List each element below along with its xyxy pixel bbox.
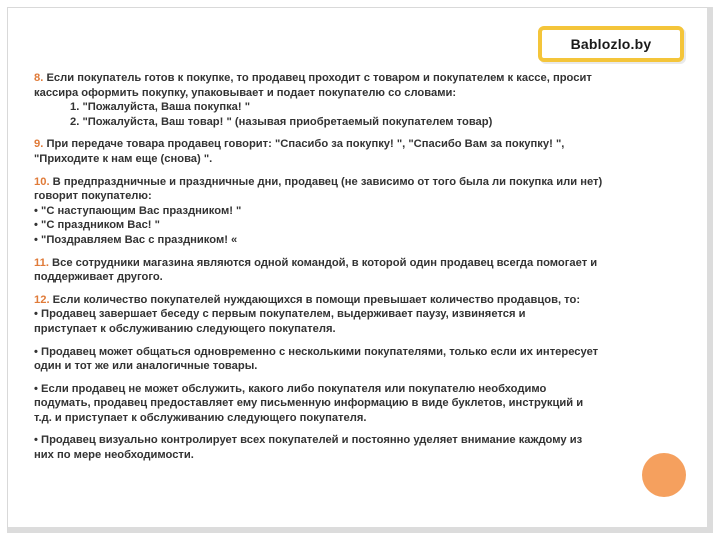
rule-12: [34, 293, 654, 337]
bullet-2-line-2: подумать, продавец предоставляет ему письменную информацию в виде буклетов, инструкций и: [34, 397, 584, 410]
rule-10-line-2: говорит покупателю:: [34, 190, 152, 203]
rule-10-greeting-3: • "Поздравляем Вас с праздником! «: [34, 233, 238, 246]
rule-11-number: 11.: [34, 256, 49, 269]
bullet-3-line-1: • Продавец визуально контролирует всех покупателей и постоянно уделяет внимание каждому из: [34, 434, 583, 447]
rule-8-line-1: 8. Если покупатель готов к покупке, то продавец проходит с товаром и покупателем к кассе, просит: [34, 72, 592, 84]
rule-10-greeting-1: • "С наступающим Вас праздником! ": [34, 204, 242, 217]
rule-9-line-2: "Приходите к нам еще (снова) ".: [34, 152, 213, 165]
bullet-block-1: [34, 345, 654, 374]
rule-12-line-1: 12. Если количество покупателей нуждающихся в помощи превышает количество продавцов, то:: [34, 293, 581, 306]
rule-12-number: 12.: [34, 293, 50, 306]
bullet-3-line-2: них по мере необходимости.: [34, 449, 194, 462]
bullet-block-2: [34, 382, 654, 426]
rule-9-number: 9.: [34, 138, 44, 151]
rule-8: [34, 71, 654, 129]
bullet-1-line-1: • Продавец может общаться одновременно с несколькими покупателями, только если их интересует: [34, 345, 599, 358]
rule-8-line-2: кассира оформить покупку, упаковывает и подает покупателю со словами:: [34, 86, 457, 99]
rule-11-line-2: поддерживает другого.: [34, 271, 163, 284]
rule-10-number: 10.: [34, 175, 50, 188]
rule-11-line-1: 11. Все сотрудники магазина являются одной командой, в которой один продавец всегда помогает и: [34, 256, 598, 269]
rule-10-line-1: 10. В предпраздничные и праздничные дни, продавец (не зависимо от того была ли покупка или нет): [34, 175, 603, 188]
bullet-2-line-1: • Если продавец не может обслужить, какого либо покупателя или покупателю необходимо: [34, 382, 547, 395]
rule-10: [34, 175, 654, 248]
site-badge-text: Bablozlo.by: [570, 36, 652, 52]
rule-9: [34, 137, 654, 166]
site-badge: [538, 26, 684, 62]
rule-12-line-2: • Продавец завершает беседу с первым покупателем, выдерживает паузу, извиняется и: [34, 308, 526, 321]
slide-content: [34, 71, 654, 471]
rule-9-line-1: 9. При передаче товара продавец говорит: "Спасибо за покупку! ", "Спасибо Вам за покупку! ",: [34, 138, 565, 151]
rule-12-line-3: приступает к обслуживанию следующего покупателя.: [34, 322, 336, 335]
bullet-block-3: [34, 433, 654, 462]
bullet-1-line-2: один и тот же или аналогичные товары.: [34, 360, 258, 373]
rule-8-number: 8.: [34, 72, 44, 84]
bullet-2-line-3: т.д. и приступает к обслуживанию следующего покупателя.: [34, 411, 367, 424]
rule-11: [34, 256, 654, 285]
rule-10-greeting-2: • "С праздником Вас! ": [34, 219, 160, 232]
rule-8-phrase-2: 2. "Пожалуйста, Ваш товар! " (называя приобретаемый покупателем товар): [70, 115, 493, 128]
decorative-circle: [642, 453, 686, 497]
rule-8-phrase-1: 1. "Пожалуйста, Ваша покупка! ": [70, 101, 251, 114]
